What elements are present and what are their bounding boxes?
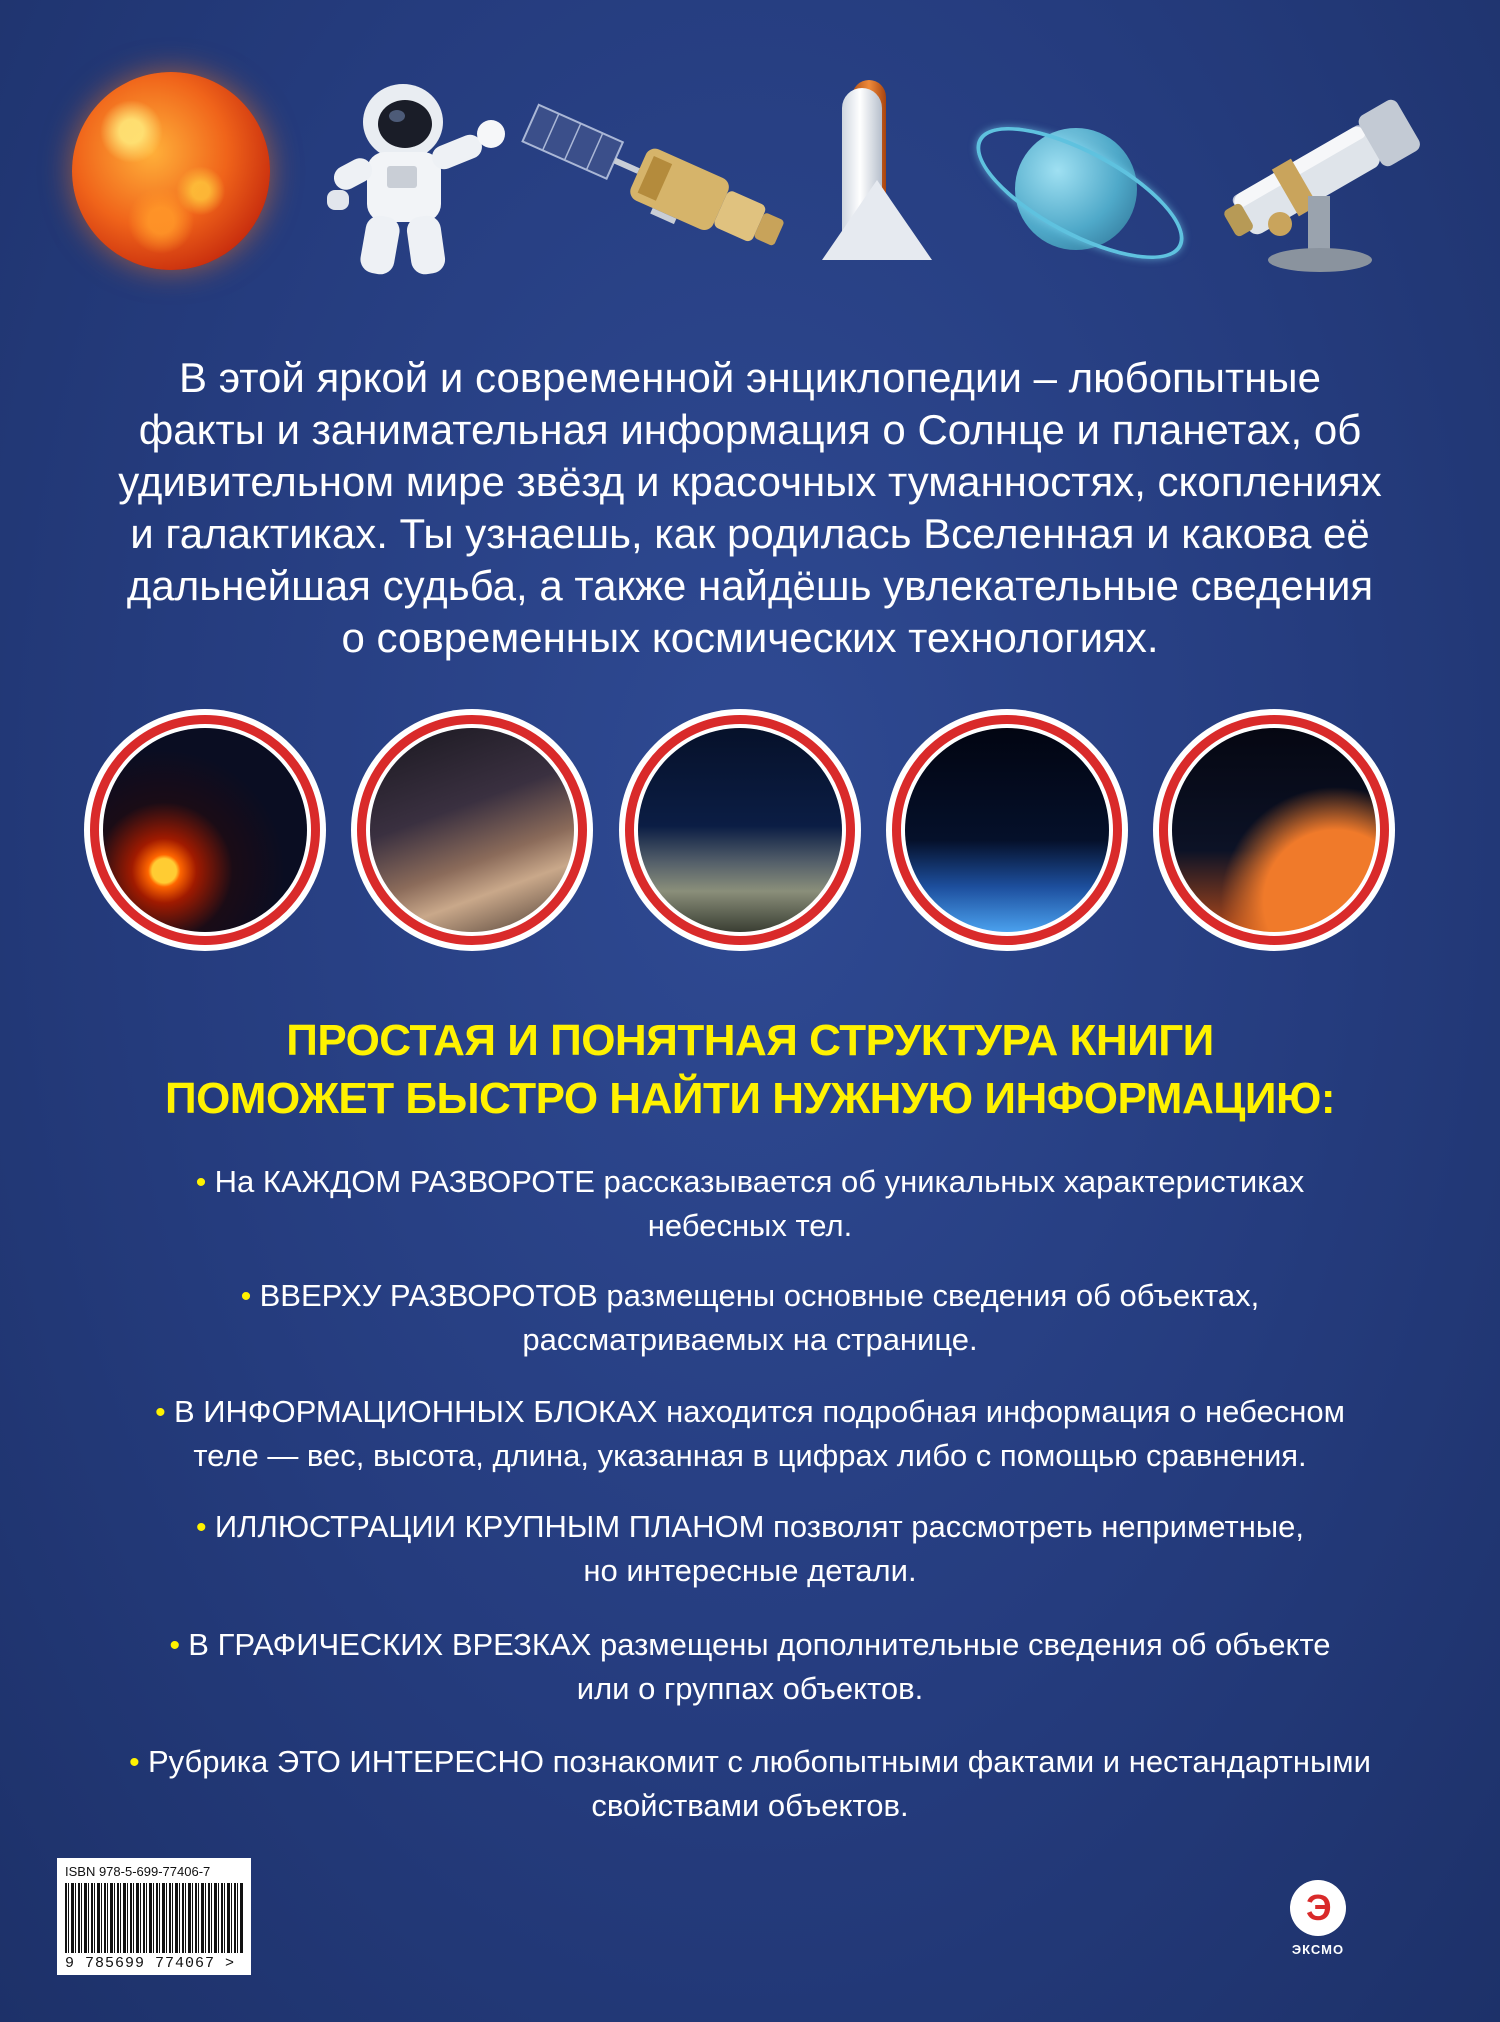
circle-image-spacecraft bbox=[1153, 709, 1395, 951]
bullet-lead: В ГРАФИЧЕСКИХ ВРЕЗКАХ bbox=[188, 1627, 592, 1662]
feature-bullet bbox=[60, 1274, 1440, 1361]
structure-heading bbox=[40, 1012, 1460, 1128]
bullet-text-line2: теле — вес, высота, длина, указанная в цифрах либо с помощью сравнения. bbox=[193, 1438, 1307, 1473]
feature-bullet bbox=[60, 1740, 1440, 1827]
bullet-dot-icon: • bbox=[196, 1511, 215, 1544]
bullet-text-line2: или о группах объектов. bbox=[576, 1671, 924, 1706]
sun-icon bbox=[72, 72, 270, 270]
publisher-name: ЭКСМО bbox=[1291, 1942, 1345, 1957]
bullet-text-line2: свойствами объектов. bbox=[591, 1788, 909, 1823]
bullet-dot-icon: • bbox=[240, 1280, 260, 1313]
bullet-lead: Рубрика ЭТО ИНТЕРЕСНО bbox=[147, 1744, 544, 1779]
heading-line: ПОМОЖЕТ БЫСТРО НАЙТИ НУЖНУЮ ИНФОРМАЦИЮ: bbox=[164, 1074, 1336, 1123]
feature-bullet bbox=[60, 1390, 1440, 1477]
isbn-barcode bbox=[57, 1858, 251, 1975]
bullet-lead: ИЛЛЮСТРАЦИИ КРУПНЫМ ПЛАНОМ bbox=[214, 1509, 765, 1544]
description-line: о современных космических технологиях. bbox=[341, 614, 1159, 661]
bullet-lead: ВВЕРХУ РАЗВОРОТОВ bbox=[259, 1278, 598, 1313]
bullet-lead: В ИНФОРМАЦИОННЫХ БЛОКАХ bbox=[173, 1394, 658, 1429]
space-shuttle-wing-icon bbox=[822, 180, 932, 260]
bullet-text: позволят рассмотреть неприметные, bbox=[773, 1509, 1304, 1544]
astronaut-icon bbox=[305, 70, 515, 285]
telescope-icon bbox=[1210, 78, 1440, 278]
publisher-logo-mark: Э bbox=[1306, 1887, 1332, 1928]
bullet-text: рассказывается об уникальных характеристиках bbox=[603, 1164, 1305, 1199]
description-line: В этой яркой и современной энциклопедии – любопытные bbox=[179, 354, 1321, 401]
bullet-text-line2: рассматриваемых на странице. bbox=[522, 1322, 978, 1357]
bullet-text: познакомит с любопытными фактами и нестандартными bbox=[552, 1744, 1371, 1779]
description-line: удивительном мире звёзд и красочных туманностях, скоплениях bbox=[118, 458, 1382, 505]
bullet-text: размещены основные сведения об объектах, bbox=[606, 1278, 1260, 1313]
bullet-dot-icon: • bbox=[169, 1629, 189, 1662]
feature-bullet bbox=[60, 1505, 1440, 1592]
circle-image-planet-surface bbox=[619, 709, 861, 951]
bullet-text: находится подробная информация о небесном bbox=[666, 1394, 1345, 1429]
description-paragraph bbox=[40, 352, 1460, 664]
bullet-dot-icon: • bbox=[195, 1166, 215, 1199]
top-icon-row bbox=[0, 0, 1500, 310]
bullet-text-line2: но интересные детали. bbox=[583, 1553, 917, 1588]
description-line: факты и занимательная информация о Солнце и планетах, об bbox=[138, 406, 1362, 453]
description-line: и галактиках. Ты узнаешь, как родилась Вселенная и какова её bbox=[130, 510, 1370, 557]
bullet-dot-icon: • bbox=[129, 1746, 148, 1779]
bullet-dot-icon: • bbox=[155, 1396, 174, 1429]
feature-bullet bbox=[60, 1623, 1440, 1710]
bullet-lead: На КАЖДОМ РАЗВОРОТЕ bbox=[214, 1164, 595, 1199]
barcode-bars bbox=[65, 1883, 243, 1953]
circle-image-space-station bbox=[886, 709, 1128, 951]
heading-line: ПРОСТАЯ И ПОНЯТНАЯ СТРУКТУРА КНИГИ bbox=[286, 1016, 1214, 1065]
satellite-icon bbox=[512, 102, 812, 272]
circle-image-space-probe bbox=[351, 709, 593, 951]
bullet-text: размещены дополнительные сведения об объекте bbox=[599, 1627, 1331, 1662]
circle-image-black-hole bbox=[84, 709, 326, 951]
bullet-text-line2: небесных тел. bbox=[647, 1208, 853, 1243]
description-line: дальнейшая судьба, а также найдёшь увлекательные сведения bbox=[126, 562, 1374, 609]
feature-bullet bbox=[60, 1160, 1440, 1247]
barcode-digits: 9 785699 774067 > bbox=[65, 1955, 236, 1972]
isbn-number: ISBN 978-5-699-77406-7 bbox=[65, 1864, 211, 1879]
